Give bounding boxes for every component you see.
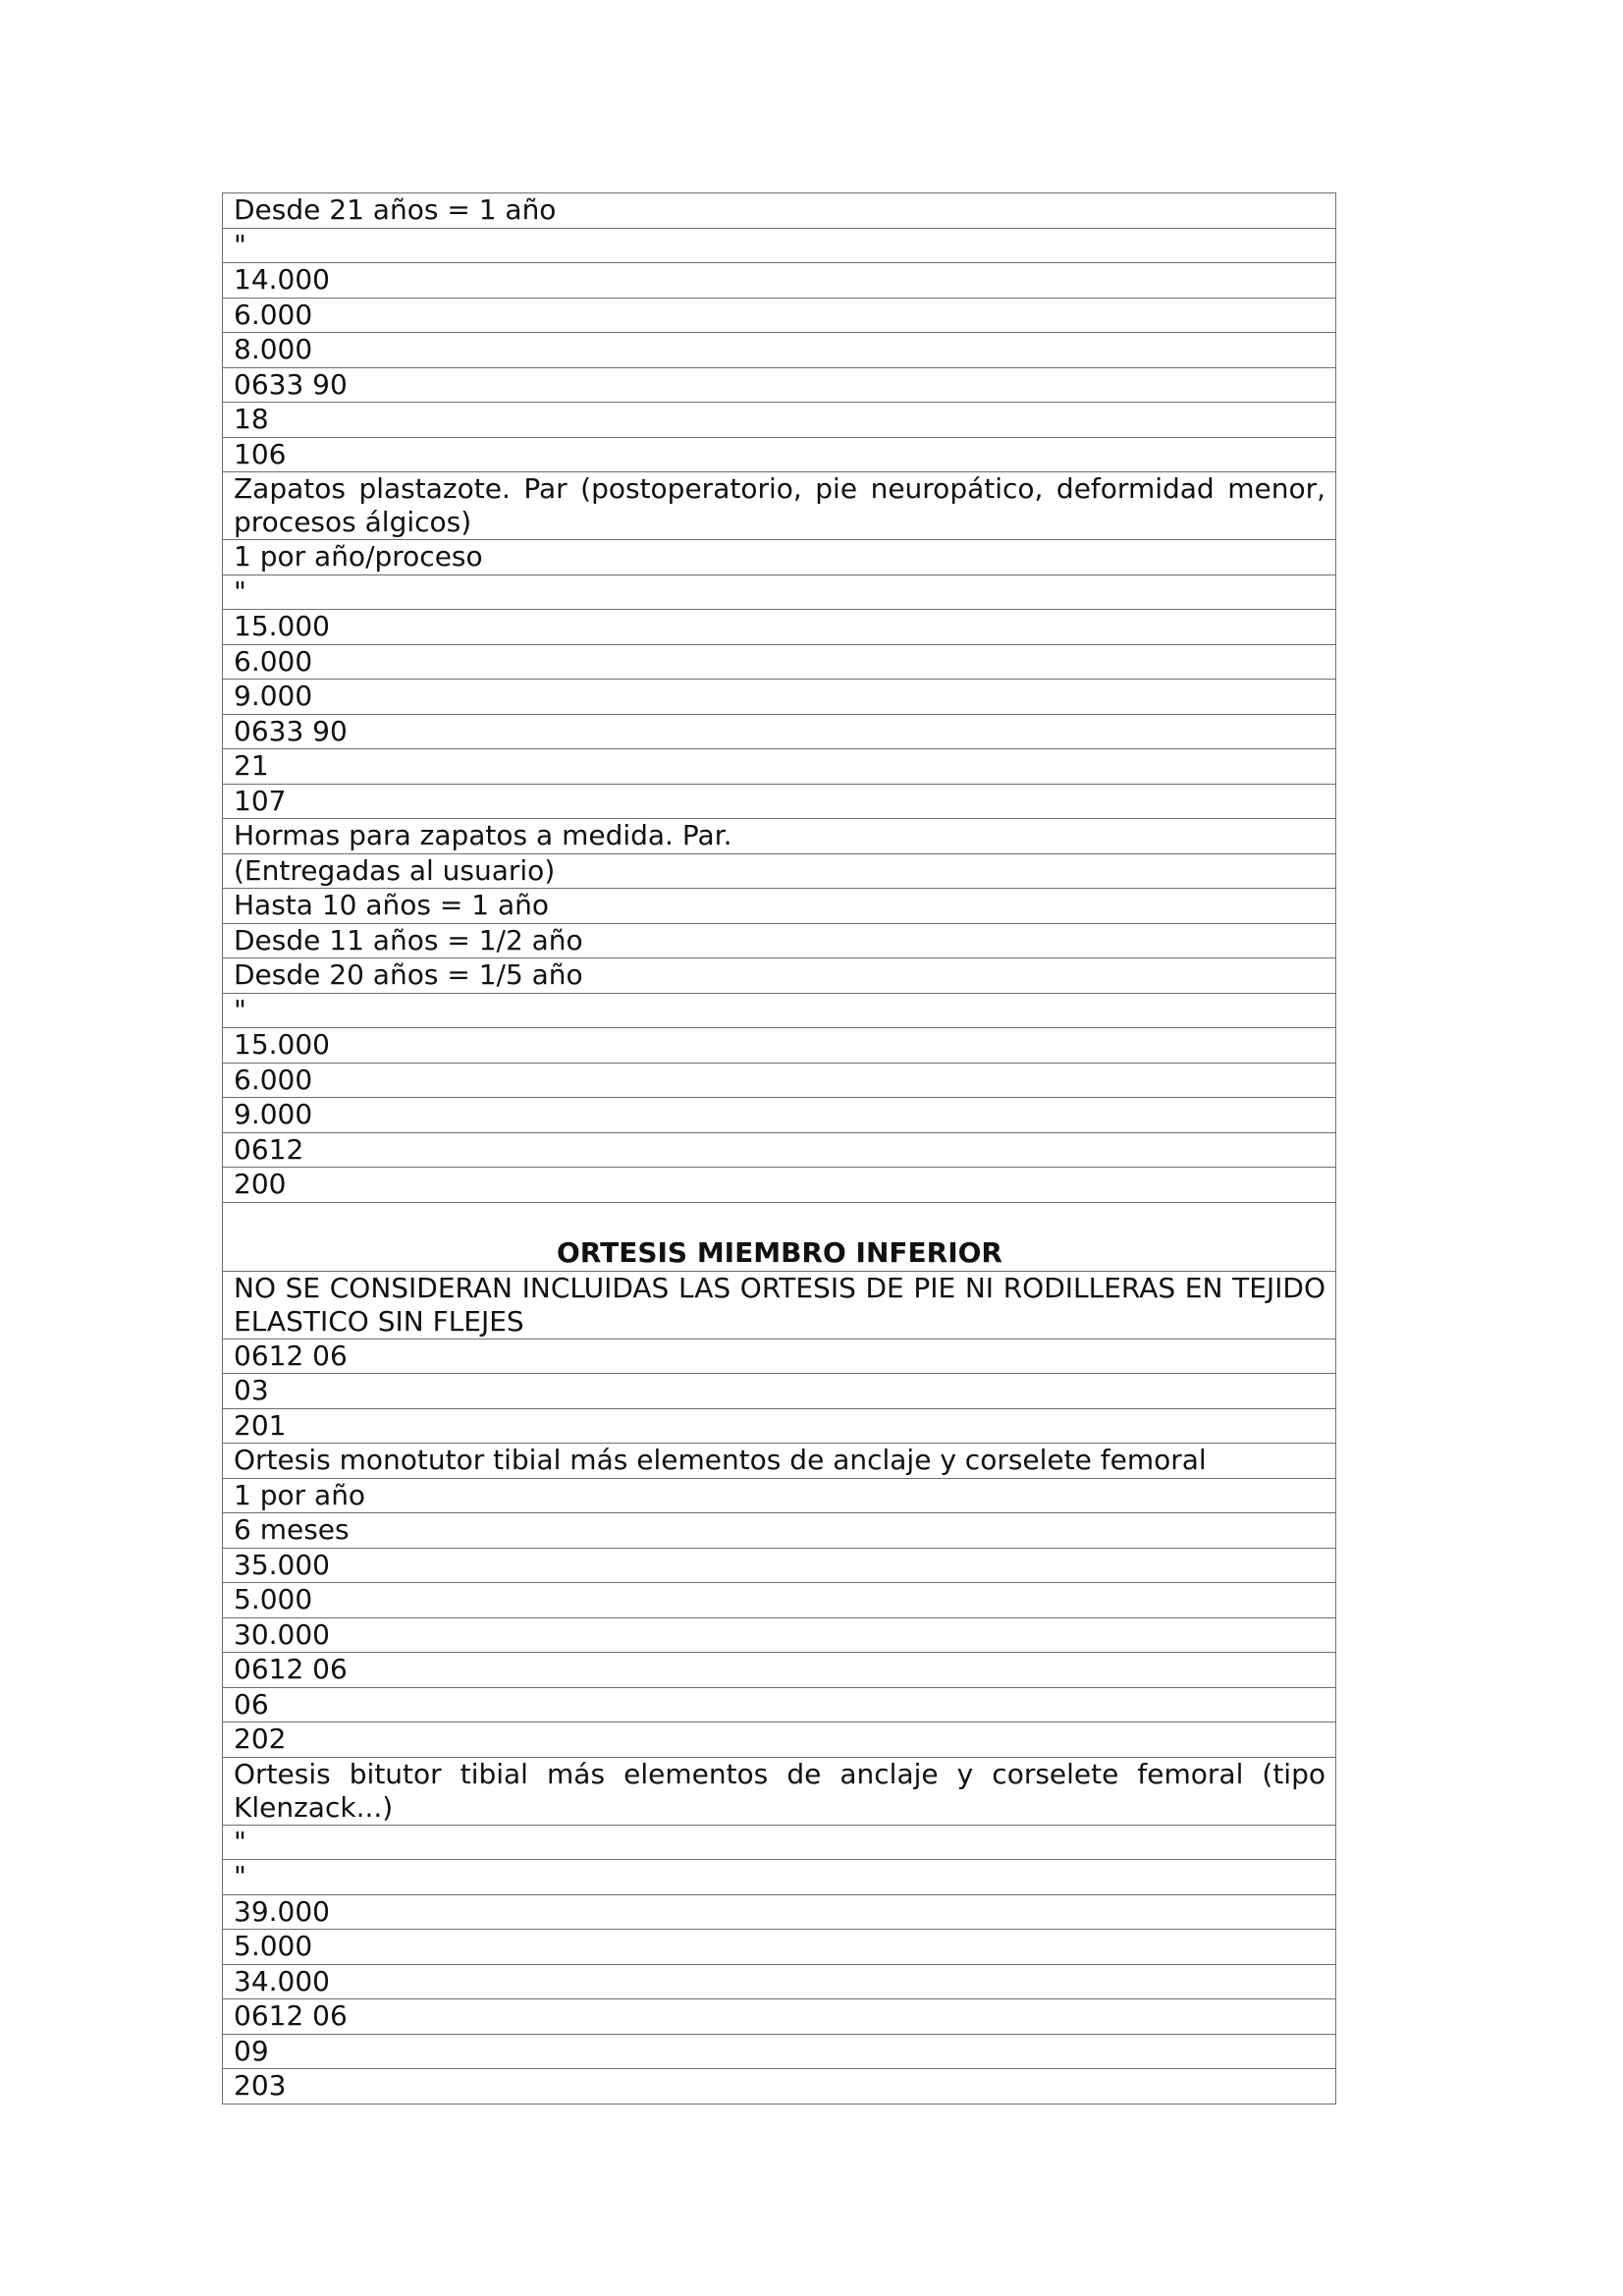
- table-row: NO SE CONSIDERAN INCLUIDAS LAS ORTESIS DE PIE NI RODILLERAS EN TEJIDO ELASTICO SIN FLEJES: [223, 1272, 1335, 1339]
- table-row: 6.000: [223, 1064, 1335, 1099]
- table-row: 06: [223, 1688, 1335, 1723]
- table-row: 0612: [223, 1133, 1335, 1169]
- table-row: 1 por año: [223, 1479, 1335, 1514]
- table-row: 6.000: [223, 645, 1335, 681]
- table-row: 39.000: [223, 1895, 1335, 1931]
- table-row: 202: [223, 1722, 1335, 1758]
- table-row: 15.000: [223, 1028, 1335, 1064]
- table-row: 201: [223, 1409, 1335, 1445]
- table-row: ": [223, 575, 1335, 611]
- table-row: 21: [223, 749, 1335, 785]
- table-row: 106: [223, 438, 1335, 473]
- table-row: 30.000: [223, 1618, 1335, 1654]
- table-row: 15.000: [223, 610, 1335, 645]
- table-row: 0612 06: [223, 1999, 1335, 2035]
- table-row: Ortesis bitutor tibial más elementos de anclaje y corselete femoral (tipo Klenzack...): [223, 1758, 1335, 1826]
- table-row: ": [223, 1860, 1335, 1895]
- table-row: 1 por año/proceso: [223, 540, 1335, 575]
- table-row: 34.000: [223, 1965, 1335, 2000]
- table-row: (Entregadas al usuario): [223, 854, 1335, 890]
- table-row: 203: [223, 2069, 1335, 2105]
- table-row: 0612 06: [223, 1339, 1335, 1375]
- table-row: ": [223, 994, 1335, 1029]
- table-row: 5.000: [223, 1930, 1335, 1965]
- table-row: 5.000: [223, 1583, 1335, 1618]
- table-row: Desde 11 años = 1/2 año: [223, 924, 1335, 959]
- table-row: 6.000: [223, 299, 1335, 334]
- table-row: 8.000: [223, 333, 1335, 368]
- table-row: Desde 20 años = 1/5 año: [223, 958, 1335, 994]
- table-row: 0612 06: [223, 1653, 1335, 1688]
- table-row: ": [223, 1826, 1335, 1861]
- table-row: 09: [223, 2035, 1335, 2070]
- table-row: 9.000: [223, 680, 1335, 715]
- table-row: Desde 21 años = 1 año: [223, 193, 1335, 229]
- table-row: 18: [223, 403, 1335, 438]
- table-row: 0633 90: [223, 715, 1335, 750]
- table-row: Hasta 10 años = 1 año: [223, 889, 1335, 924]
- table-row: 35.000: [223, 1549, 1335, 1584]
- table-row: Ortesis monotutor tibial más elementos de anclaje y corselete femoral: [223, 1444, 1335, 1479]
- table-row: 200: [223, 1168, 1335, 1203]
- table-row: 6 meses: [223, 1513, 1335, 1549]
- table-row: 0633 90: [223, 368, 1335, 404]
- table-row: Hormas para zapatos a medida. Par.: [223, 819, 1335, 854]
- table-row: 107: [223, 785, 1335, 820]
- table-row: ": [223, 229, 1335, 264]
- section-heading: ORTESIS MIEMBRO INFERIOR: [223, 1203, 1335, 1272]
- table-row: Zapatos plastazote. Par (postoperatorio, pie neuropático, deformidad menor, procesos álgicos): [223, 472, 1335, 540]
- table-row: 9.000: [223, 1098, 1335, 1133]
- table-row: 03: [223, 1374, 1335, 1409]
- document-table: [222, 192, 1336, 2105]
- table-row: 14.000: [223, 263, 1335, 299]
